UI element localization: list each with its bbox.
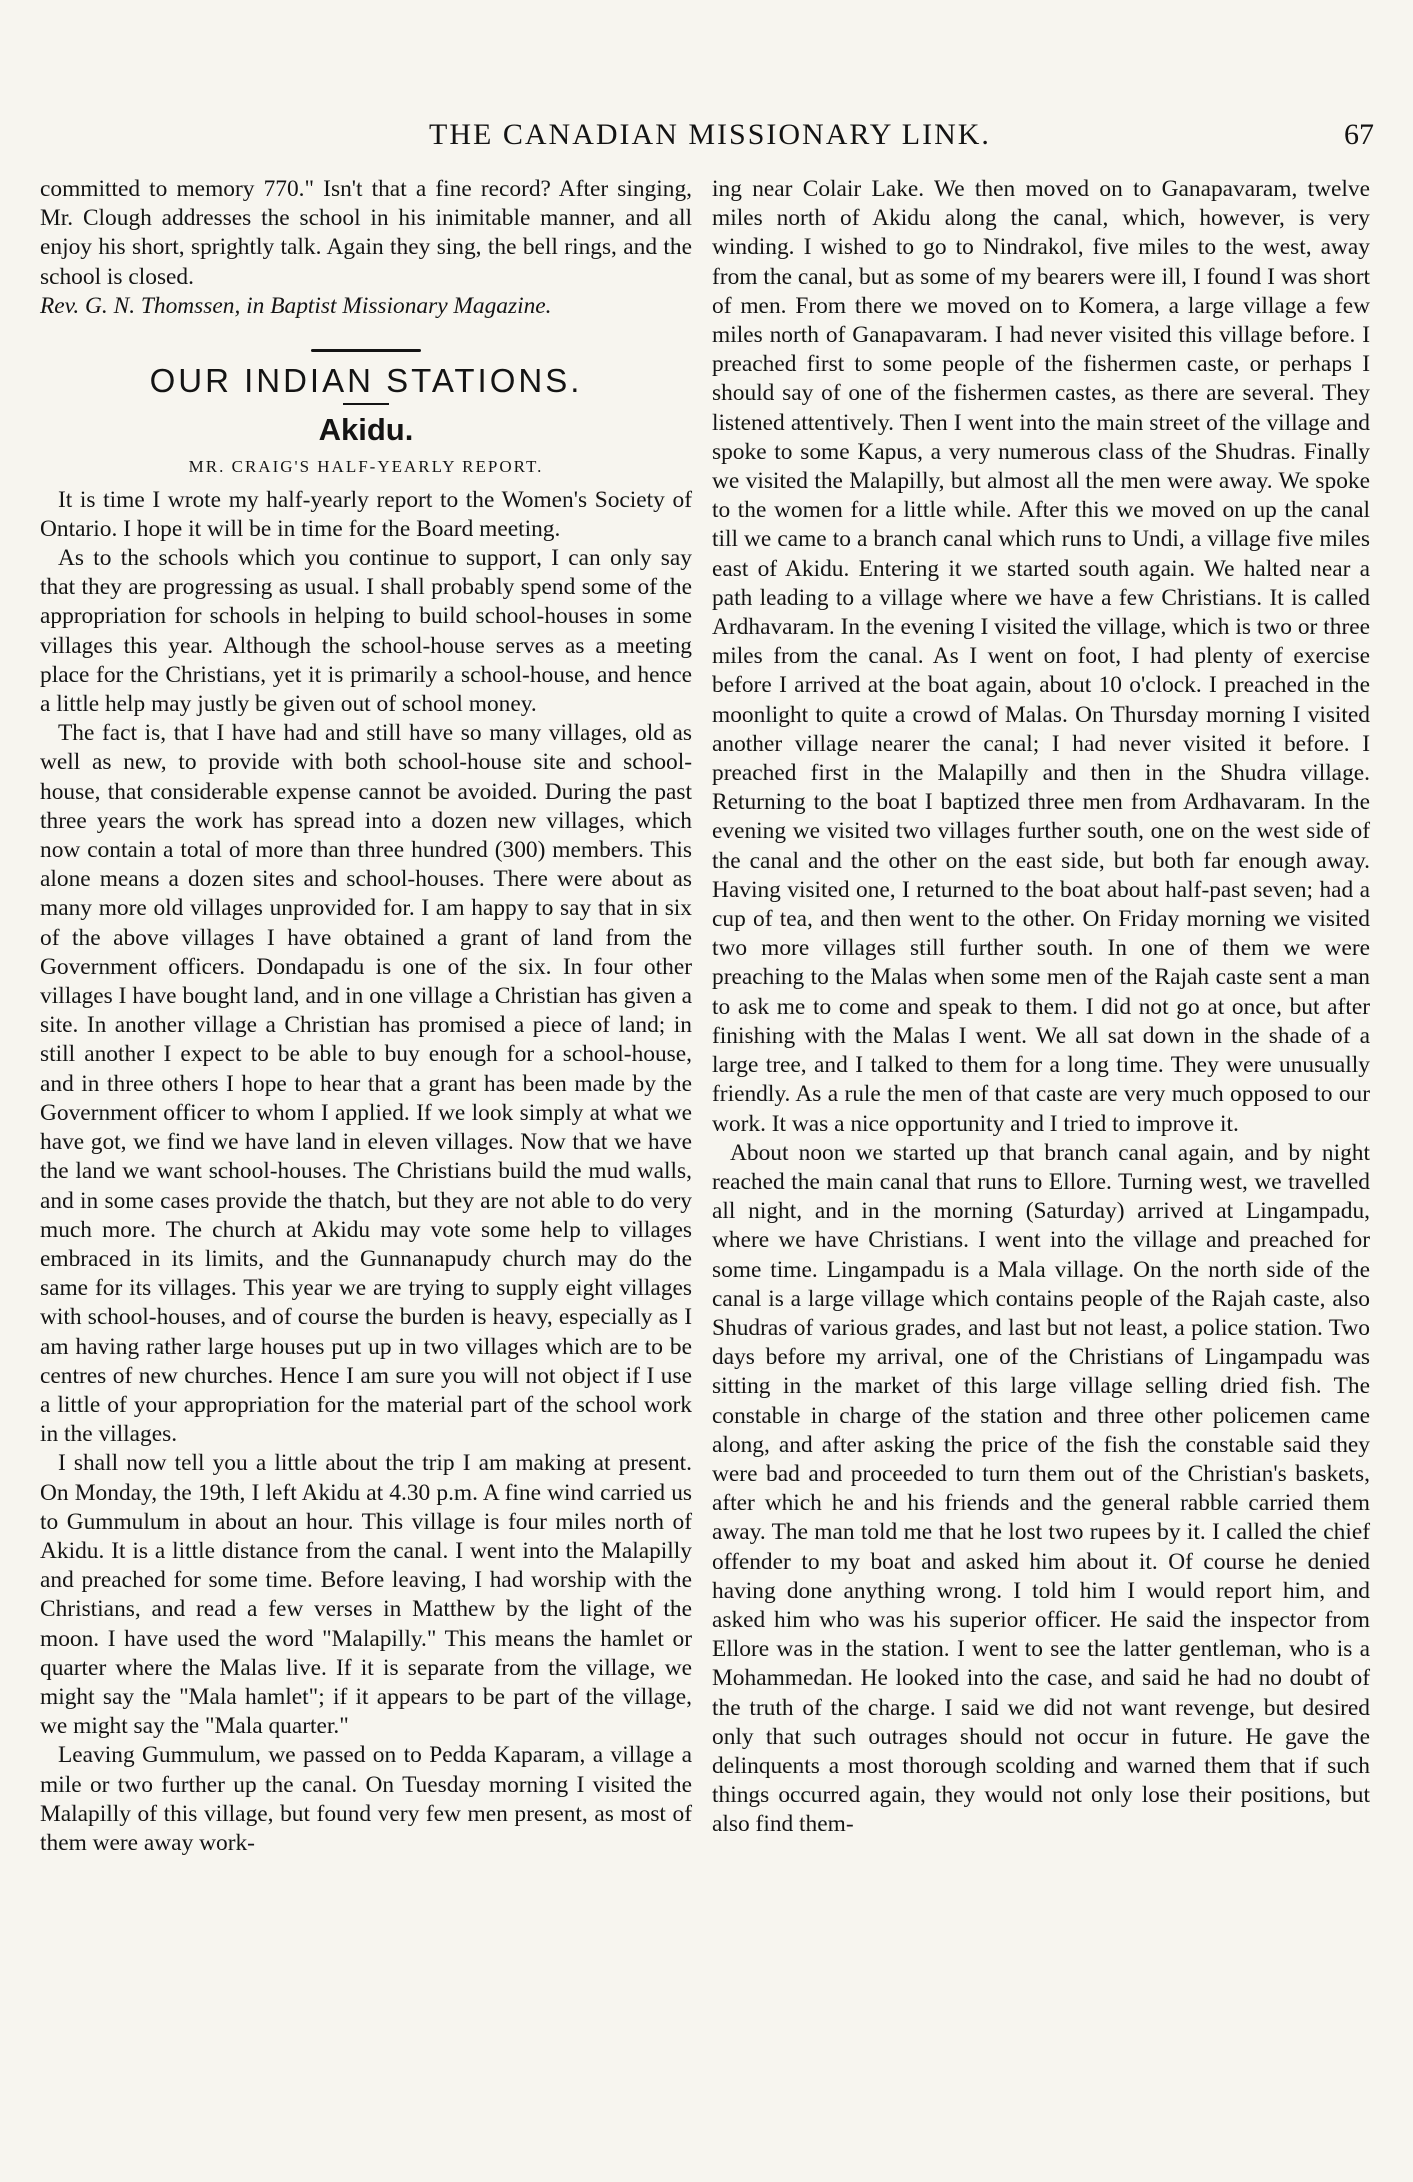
opening-paragraph: committed to memory 770." Isn't that a fine record? After singing, Mr. Clough addresses the school in his inimitable manner, and all enjoy his short, sprightly talk. Again they sing, the bell rings, and the school is closed.: [40, 176, 692, 290]
body-paragraph: The fact is, that I have had and still have so many villages, old as well as new, to provide with both school-house site and school-house, that considerable expense cannot be avoided. During the past three years the work has spread into a dozen new villages, which now contain a total of more than three hundred (300) members. This alone means a dozen sites and school-houses. There were about as many more old villages unprovided for. I am happy to say that in six of the above villages I have obtained a grant of land from the Government officers. Dondapadu is one of the six. In four other villages I have bought land, and in one village a Christian has given a site. In another village a Christian has promised a piece of land; in still another I expect to be able to buy enough for a school-house, and in three others I hope to hear that a grant has been made by the Government officer to whom I applied. If we look simply at what we have got, we find we have land in eleven villages. Now that we have the land we want school-houses. The Christians build the mud walls, and in some cases provide the thatch, but they are not able to do very much more. The church at Akidu may vote some help to villages embraced in its limits, and the Gunnanapudy church may do the same for its villages. This year we are trying to supply eight villages with school-houses, and of course the burden is heavy, especially as I am having rather large houses put up in two villages which are to be centres of new churches. Hence I am sure you will not object if I use a little of your appropriation for the material part of the school work in the villages.: [40, 720, 692, 1448]
body-paragraph: About noon we started up that branch canal again, and by night reached the main canal that runs to Ellore. Turning west, we travelled all night, and in the morning (Saturday) arrived at Lingampadu, where we have Christians. I went into the village and preached for some time. Lingampadu is a Mala village. On the north side of the canal is a large village which contains people of the Rajah caste, also Shudras of various grades, and last but not least, a police station. Two days before my arrival, one of the Christians of Lingampadu was sitting in the market of this large village selling dried fish. The constable in charge of the station and three other policemen came along, and after asking the price of the fish the constable said they were bad and proceeded to turn them out of the Christian's baskets, after which he and his friends and the general rabble carried them away. The man told me that he lost two rupees by it. I called the chief offender to my boat and asked him about it. Of course he denied having done anything wrong. I told him I would report him, and asked him who was his superior officer. He said the inspector from Ellore was in the station. I went to see the latter gentleman, who is a Mohammedan. He looked into the case, and said he had no doubt of the truth of the charge. I said we did not want revenge, but desired only that such outrages should not occur in future. He gave the delinquents a most thorough scolding and warned them that if such things occurred again, they would not only lose their positions, but also find them-: [712, 1139, 1370, 1838]
page-header: [40, 118, 1380, 158]
body-paragraph: ing near Colair Lake. We then moved on to Ganapavaram, twelve miles north of Akidu along the canal, which, however, is very winding. I wished to go to Nindrakol, five miles to the west, away from the canal, but as some of my bearers were ill, I found I was short of men. From there we moved on to Komera, a large village a few miles north of Ganapavaram. I had never visited this village before. I preached first to some people of the fishermen caste, or perhaps I should say of one of the fishermen castes, as there are several. They listened attentively. Then I went into the main street of the village and spoke to some Kapus, a very numerous class of the Shudras. Finally we visited the Malapilly, but almost all the men were away. We spoke to the women for a little while. After this we moved on up the canal till we came to a branch canal which runs to Undi, a village five miles east of Akidu. Entering it we started south again. We halted near a path leading to a village where we have a few Christians. It is called Ardhavaram. In the evening I visited the village, which is two or three miles from the canal. As I went on foot, I had plenty of exercise before I arrived at the boat again, about 10 o'clock. I preached in the moonlight to quite a crowd of Malas. On Thursday morning I visited another village nearer the canal; I had never visited it before. I preached first in the Malapilly and then in the Shudra village. Returning to the boat I baptized three men from Ardhavaram. In the evening we visited two villages further south, one on the west side of the canal and the other on the east side, but both far enough away. Having visited one, I returned to the boat about half-past seven; had a cup of tea, and then went to the other. On Friday morning we visited two more villages still further south. In one of them we were preaching to the Malas when some men of the Rajah caste sent a man to ask me to come and speak to them. I did not go at once, but after finishing with the Malas I went. We all sat down in the shade of a large tree, and I talked to them for a long time. They were unusually friendly. As a rule the men of that caste are very much opposed to our work. It was a nice opportunity and I tried to improve it.: [712, 176, 1370, 1137]
body-paragraph: It is time I wrote my half-yearly report to the Women's Society of Ontario. I hope it will be in time for the Board meeting.: [40, 486, 692, 542]
body-paragraph: I shall now tell you a little about the trip I am making at present. On Monday, the 19th, I left Akidu at 4.30 p.m. A fine wind carried us to Gummulum in about an hour. This village is four miles north of Akidu. It is a little distance from the canal. I went into the Malapilly and preached for some time. Before leaving, I had worship with the Christians, and read a few verses in Matthew by the light of the moon. I have used the word "Malapilly." This means the hamlet or quarter where the Malas live. If it is separate from the village, we might say the "Mala hamlet"; if it appears to be part of the village, we might say the "Mala quarter.": [40, 1450, 692, 1740]
page-number: 67: [1344, 118, 1374, 151]
section-title: OUR INDIAN STATIONS.: [149, 362, 583, 400]
running-title: THE CANADIAN MISSIONARY LINK.: [429, 118, 991, 151]
short-rule-divider: [343, 403, 389, 405]
body-paragraph: Leaving Gummulum, we passed on to Pedda Kaparam, a village a mile or two further up the canal. On Tuesday morning I visited the Malapilly of this village, but found very few men present, as most of them were away work-: [40, 1742, 692, 1856]
section-divider-ornament: [311, 349, 421, 352]
left-column: [40, 175, 692, 1858]
body-paragraph: As to the schools which you continue to support, I can only say that they are progressing as usual. I shall probably spend some of the appropriation for schools in helping to build school-houses in some villages this year. Although the school-house serves as a meeting place for the Christians, yet it is primarily a school-house, and hence a little help may justly be given out of school money.: [40, 545, 692, 718]
report-subtitle: MR. CRAIG'S HALF-YEARLY REPORT.: [188, 457, 544, 477]
right-column: [712, 175, 1370, 1840]
article-byline: Rev. G. N. Thomssen, in Baptist Missionary Magazine.: [40, 292, 552, 319]
station-heading: Akidu.: [318, 412, 414, 448]
